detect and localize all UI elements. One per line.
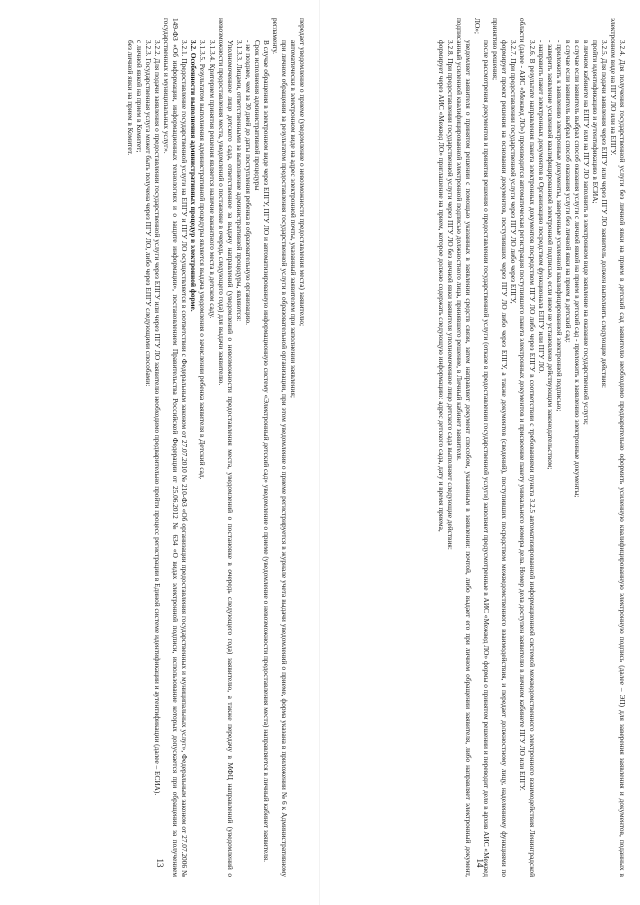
paragraph: 3.2.6. В результате направления пакета электронных документов посредством ПГУ ЛО либо через ЕПГУ в соответствии с требованиями пункта 3.2.5 автоматизированной информационной системой межведомственного электронного взаимодействия Ленинградской области (далее - АИС «Межвед ЛО») производится автоматическая регистрация поступившего пакета электронных документов и присвоение пакету уникального номера дела. Номер дела доступен заявителю в личном кабинете ПГУ ЛО или ЕПГУ. xyxy=(518,18,537,877)
paragraph: 3.2.5. Для подачи заявления через ЕПГУ или через ПГУ ЛО заявитель должен выполнить следующие действия: xyxy=(599,40,609,388)
page-number-right: 14 xyxy=(475,858,485,868)
paragraph: 3.1.3.3. Лицами, ответственными за выполнение административной процедуры, являются: xyxy=(234,40,244,322)
paragraph: 3.1.3.4. Критерием принятия решения является наличие вакантного места в детском саду. xyxy=(207,40,217,319)
paragraph: 3.2.8. При предоставлении государственной услуги через ПГУ ЛО без личной явки заявителя уполномоченное лицо детского сада выполняет следующие действия: xyxy=(446,40,456,550)
page-number-left: 13 xyxy=(155,858,165,868)
paragraph: пройти идентификацию и аутентификацию в ЕСИА; xyxy=(590,40,600,204)
paragraph: с личной явкой на прием в Комитет; xyxy=(135,40,145,153)
paragraph: - направить пакет электронных документов в Организацию посредством функционала ЕПГУ или ПГУ ЛО. xyxy=(536,40,546,374)
paragraph: при личном обращении за результатом предоставления государственной услуги в образовательной организации, при этом уведомление о приеме регистрируется в журнале учета выдачи уведомлений о приеме, форма указана в приложении № 6 к Административному регламенту. xyxy=(270,18,289,877)
paragraph: 3.2.4. Для получения государственной услуги без личной явки на прием в детский сад заявителю необходимо предварительно оформить усиленную квалифицированную электронную подпись (далее – ЭП) для заверения заявления и документов, поданных в электронном виде на ПГУ ЛО или на ЕПГУ. xyxy=(608,18,627,877)
paragraph: 3.2.3. Государственная услуга может быть получена через ПГУ ЛО, либо через ЕПГУ следующими способами: xyxy=(144,40,154,387)
paragraph: уведомляет заявителя о принятом решении с помощью указанных в заявлении средств связи, затем направляет документ способом, указанным в заявлении: почтой, либо выдает его при личном обращении заявителя, либо направляет электронный документ, подписанный усиленной квалифицированной электронной подписью должностного лица, принявшего решение, в Личный кабинет заявителя. xyxy=(455,18,474,877)
paragraph: Уполномоченное лицо детского сада, ответственное за выдачу направлений (уведомлений о невозможности предоставления места, уведомлений о постановке в очередь следующего года) заявителю, а также передачу в МФЦ направлений (уведомлений о невозможности предоставления места, уведомлений о постановке в очередь следующего года) для выдачи заявителю. xyxy=(216,18,235,877)
paragraph: - заверить заявление усиленной квалифицированной электронной подписью, если иное не установлено действующим законодательством; xyxy=(545,40,555,470)
paragraph: Срок исполнения административной процедуры xyxy=(252,40,262,191)
paragraph: автоматически в электронном виде на адрес электронной почты, указанный заявителем при заполнении заявления; xyxy=(288,40,298,398)
paragraph: передает уведомление о приеме (уведомление о невозможности предоставления места) заявителю; xyxy=(298,18,307,327)
page-left-text xyxy=(5,0,315,895)
paragraph: - не позднее, чем за 30 дней до даты поступления ребенка в образовательную организацию. xyxy=(243,40,253,325)
paragraph: в случае если заявитель выбрал способ оказания услуги с личной явкой на прием в детский сад - приложить к заявлению электронные документы; xyxy=(572,40,582,498)
paragraph: 3.2.2. Для подачи заявления о предоставлении государственной услуги через ЕПГУ или через ПГУ ЛО заявителю необходимо предварительно пройти процесс регистрации в Единой системе идентификации и аутентификации (далее – ЕСИА). xyxy=(153,40,163,796)
paragraph: 3.2. Особенности выполнения административных процедур в электронной форме. xyxy=(189,40,199,312)
paragraph: 3.1.3.5. Результатом выполнения административной процедуры является выдача уведомления о зачислении ребенка заявителя в Детский сад. xyxy=(198,40,208,480)
paragraph: в личном кабинете на ЕПГУ или на ПГУ ЛО заполнить в электронном виде заявление на оказание государственной услуги; xyxy=(581,40,591,425)
paragraph: 3.2.1. Предоставление государственной услуги на ЕПГУ и ПГУ ЛО осуществляется в соответствии с Федеральным законом от 27.07.2010 № 210-ФЗ «Об организации предоставления государственных и муниципальных услуг», Федеральным законом от 27.07.2006 № 149-ФЗ «Об информации, информационных технологиях и о защите информации», постановлением Правительства Российской Федерации от 25.06.2012 № 634 «О видах электронной подписи, использование которых допускается при обращении за получением государственных и муниципальных услуг». xyxy=(162,18,190,877)
paragraph: без личной явки на прием в Комитет. xyxy=(126,40,136,156)
paragraph: в случае если заявитель выбрал способ оказания услуги без личной явки на прием в детский сад: xyxy=(563,40,573,343)
paragraph: формирует проект решения на основании документов, поступивших через ПГУ ЛО либо через ЕПГУ, а также документов (сведений), поступивших посредством межведомственного взаимодействия, и передает должностному лицу, наделенному функциями по принятию решения; xyxy=(491,18,510,877)
page-right-text xyxy=(325,0,635,895)
paragraph: В случае обращения в электронном виде через ЕПГУ, ПГУ ЛО и автоматизированную информационную систему «Электронный детский сад» уведомление о приеме (уведомление о невозможности предоставления места) направляется в личный кабинет заявителя. xyxy=(261,40,271,862)
paragraph: 3.2.7. При предоставлении государственной услуги через ПГУ ЛО либо через ЕПГУ, xyxy=(509,40,519,304)
paragraph: формирует через АИС «Межвед ЛО» приглашение на прием, которое должно содержать следующую информацию: адрес детского сада, дату и время приема, xyxy=(437,40,447,532)
paragraph: - приложить к заявлению электронные документы, заверенные усиленной квалифицированной электронной подписью; xyxy=(554,40,564,412)
page-right xyxy=(320,0,640,905)
paragraph: после рассмотрения документов и принятия решения о предоставлении государственной услуги (отказе в предоставлении государственной услуги) заполняет предусмотренные в АИС «Межвед ЛО» формы о принятом решении и переводит дело в архив АИС «Межвед ЛО»; xyxy=(473,18,492,877)
